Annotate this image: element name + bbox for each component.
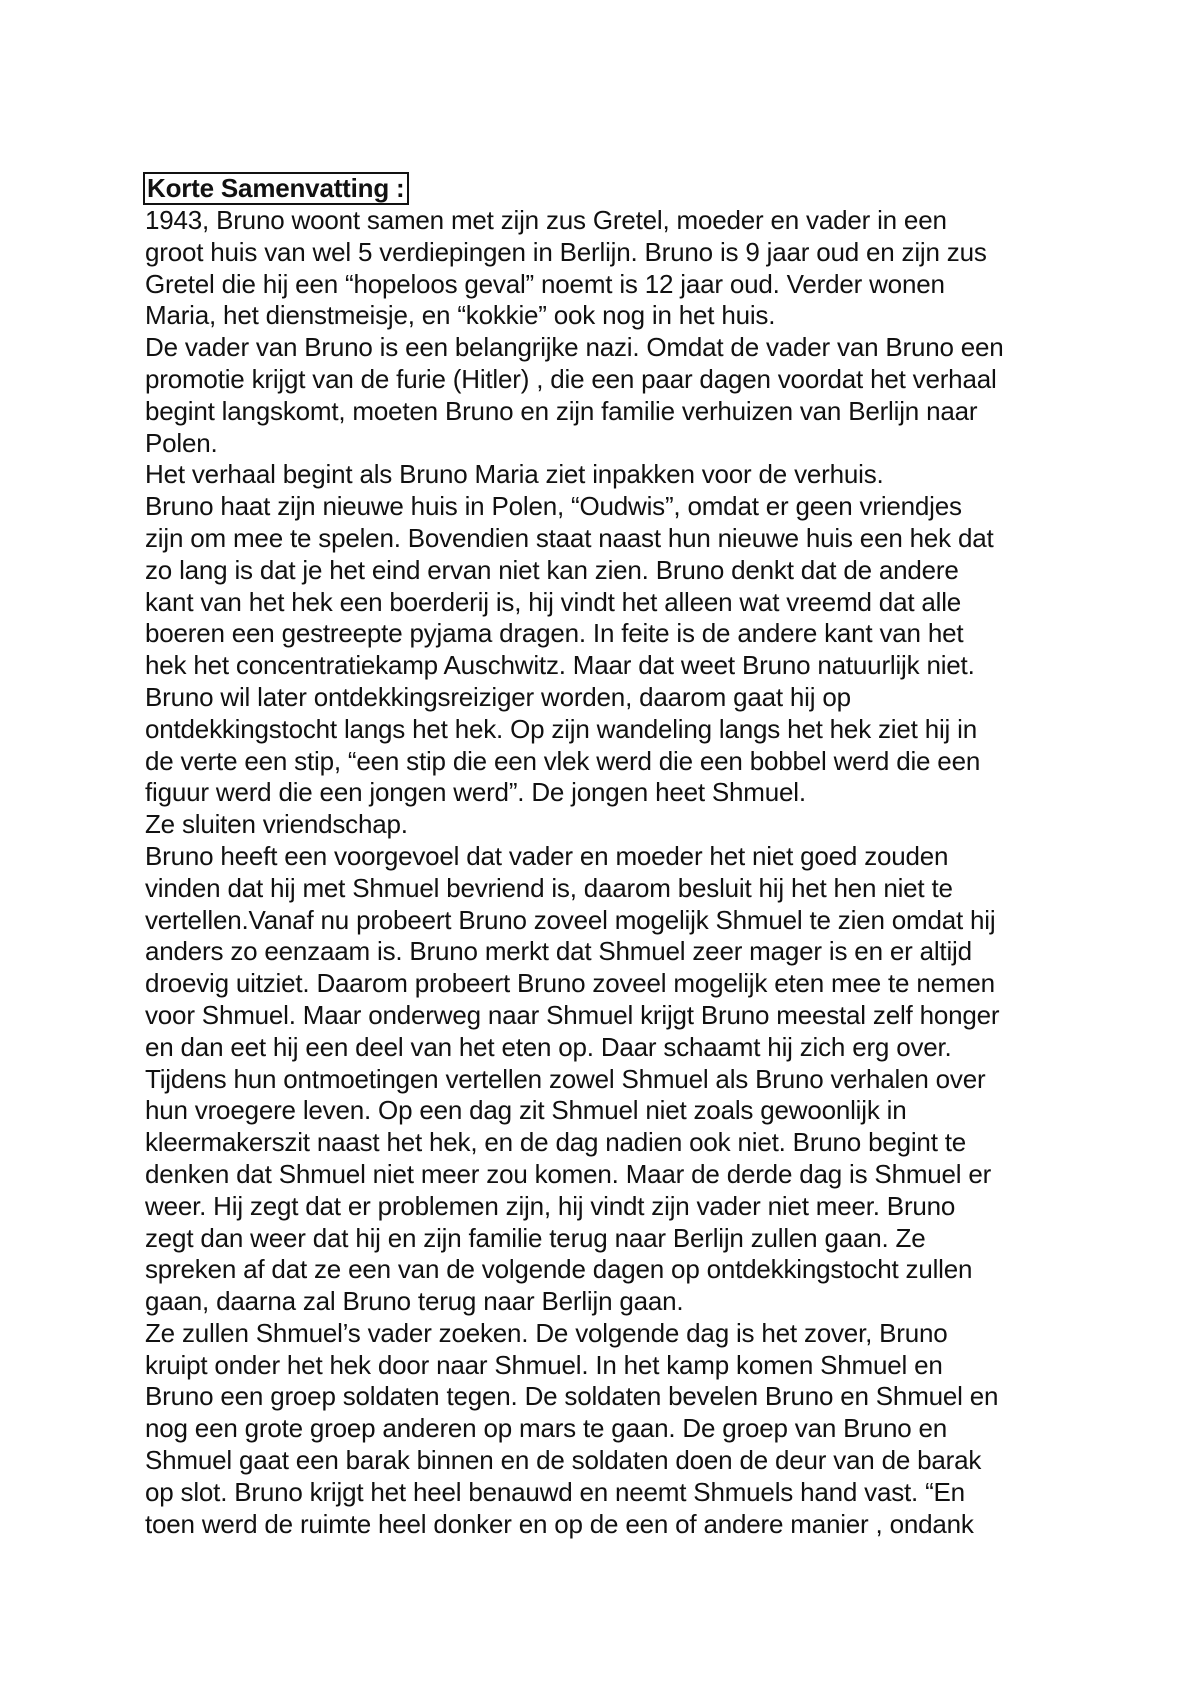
text-line: Shmuel gaat een barak binnen en de soldaten doen de deur van de barak [145, 1445, 982, 1476]
text-line: spreken af dat ze een van de volgende dagen op ontdekkingstocht zullen [145, 1254, 973, 1285]
text-line: zegt dan weer dat hij en zijn familie terug naar Berlijn zullen gaan. Ze [145, 1222, 926, 1253]
text-line: Polen. [145, 427, 218, 458]
text-line: droevig uitziet. Daarom probeert Bruno zoveel mogelijk eten mee te nemen [145, 968, 995, 999]
text-line: kant van het hek een boerderij is, hij vindt het alleen wat vreemd dat alle [145, 586, 962, 617]
text-line: zijn om mee te spelen. Bovendien staat naast hun nieuwe huis een hek dat [145, 522, 994, 553]
text-line: gaan, daarna zal Bruno terug naar Berlijn gaan. [145, 1286, 684, 1317]
summary-heading: Korte Samenvatting : [143, 172, 409, 205]
text-line: weer. Hij zegt dat er problemen zijn, hij vindt zijn vader niet meer. Bruno [145, 1190, 956, 1221]
document-body [145, 172, 1075, 1540]
text-line: voor Shmuel. Maar onderweg naar Shmuel krijgt Bruno meestal zelf honger [145, 999, 1000, 1030]
text-line: hek het concentratiekamp Auschwitz. Maar dat weet Bruno natuurlijk niet. [145, 650, 975, 681]
text-line: Maria, het dienstmeisje, en “kokkie” ook nog in het huis. [145, 300, 776, 331]
text-line: denken dat Shmuel niet meer zou komen. Maar de derde dag is Shmuel er [145, 1158, 992, 1189]
text-line: Ze zullen Shmuel’s vader zoeken. De volgende dag is het zover, Bruno [145, 1317, 948, 1348]
text-line: anders zo eenzaam is. Bruno merkt dat Shmuel zeer mager is en er altijd [145, 936, 972, 967]
text-line: zo lang is dat je het eind ervan niet kan zien. Bruno denkt dat de andere [145, 554, 959, 585]
text-line: hun vroegere leven. Op een dag zit Shmuel niet zoals gewoonlijk in [145, 1095, 907, 1126]
summary-text [145, 205, 1075, 1540]
text-line: Bruno heeft een voorgevoel dat vader en moeder het niet goed zouden [145, 840, 949, 871]
text-line: figuur werd die een jongen werd”. De jongen heet Shmuel. [145, 777, 806, 808]
text-line: Bruno een groep soldaten tegen. De soldaten bevelen Bruno en Shmuel en [145, 1381, 999, 1412]
text-line: kleermakerszit naast het hek, en de dag nadien ook niet. Bruno begint te [145, 1127, 967, 1158]
text-line: Gretel die hij een “hopeloos geval” noemt is 12 jaar oud. Verder wonen [145, 268, 945, 299]
text-line: vinden dat hij met Shmuel bevriend is, daarom besluit hij het hen niet te [145, 872, 953, 903]
text-line: groot huis van wel 5 verdiepingen in Berlijn. Bruno is 9 jaar oud en zijn zus [145, 236, 987, 267]
text-line: begint langskomt, moeten Bruno en zijn familie verhuizen van Berlijn naar [145, 395, 978, 426]
text-line: Bruno haat zijn nieuwe huis in Polen, “Oudwis”, omdat er geen vriendjes [145, 491, 962, 522]
text-line: 1943, Bruno woont samen met zijn zus Gretel, moeder en vader in een [145, 205, 947, 235]
text-line: Bruno wil later ontdekkingsreiziger worden, daarom gaat hij op [145, 681, 851, 712]
text-line: De vader van Bruno is een belangrijke nazi. Omdat de vader van Bruno een [145, 332, 1004, 363]
text-line: Tijdens hun ontmoetingen vertellen zowel Shmuel als Bruno verhalen over [145, 1063, 986, 1094]
text-line: ontdekkingstocht langs het hek. Op zijn wandeling langs het hek ziet hij in [145, 713, 977, 744]
text-line: nog een grote groep anderen op mars te gaan. De groep van Bruno en [145, 1413, 948, 1444]
text-line: promotie krijgt van de furie (Hitler) , die een paar dagen voordat het verhaal [145, 363, 997, 394]
text-line: de verte een stip, “een stip die een vlek werd die een bobbel werd die een [145, 745, 981, 776]
text-line: op slot. Bruno krijgt het heel benauwd en neemt Shmuels hand vast. “En [145, 1476, 965, 1507]
text-line: kruipt onder het hek door naar Shmuel. In het kamp komen Shmuel en [145, 1349, 943, 1380]
text-line: Het verhaal begint als Bruno Maria ziet inpakken voor de verhuis. [145, 459, 884, 490]
text-line: boeren een gestreepte pyjama dragen. In feite is de andere kant van het [145, 618, 964, 649]
text-line: Ze sluiten vriendschap. [145, 809, 408, 840]
text-line: en dan eet hij een deel van het eten op. Daar schaamt hij zich erg over. [145, 1031, 952, 1062]
text-line: vertellen.Vanaf nu probeert Bruno zoveel mogelijk Shmuel te zien omdat hij [145, 904, 996, 935]
text-line: toen werd de ruimte heel donker en op de een of andere manier , ondank [145, 1508, 974, 1539]
